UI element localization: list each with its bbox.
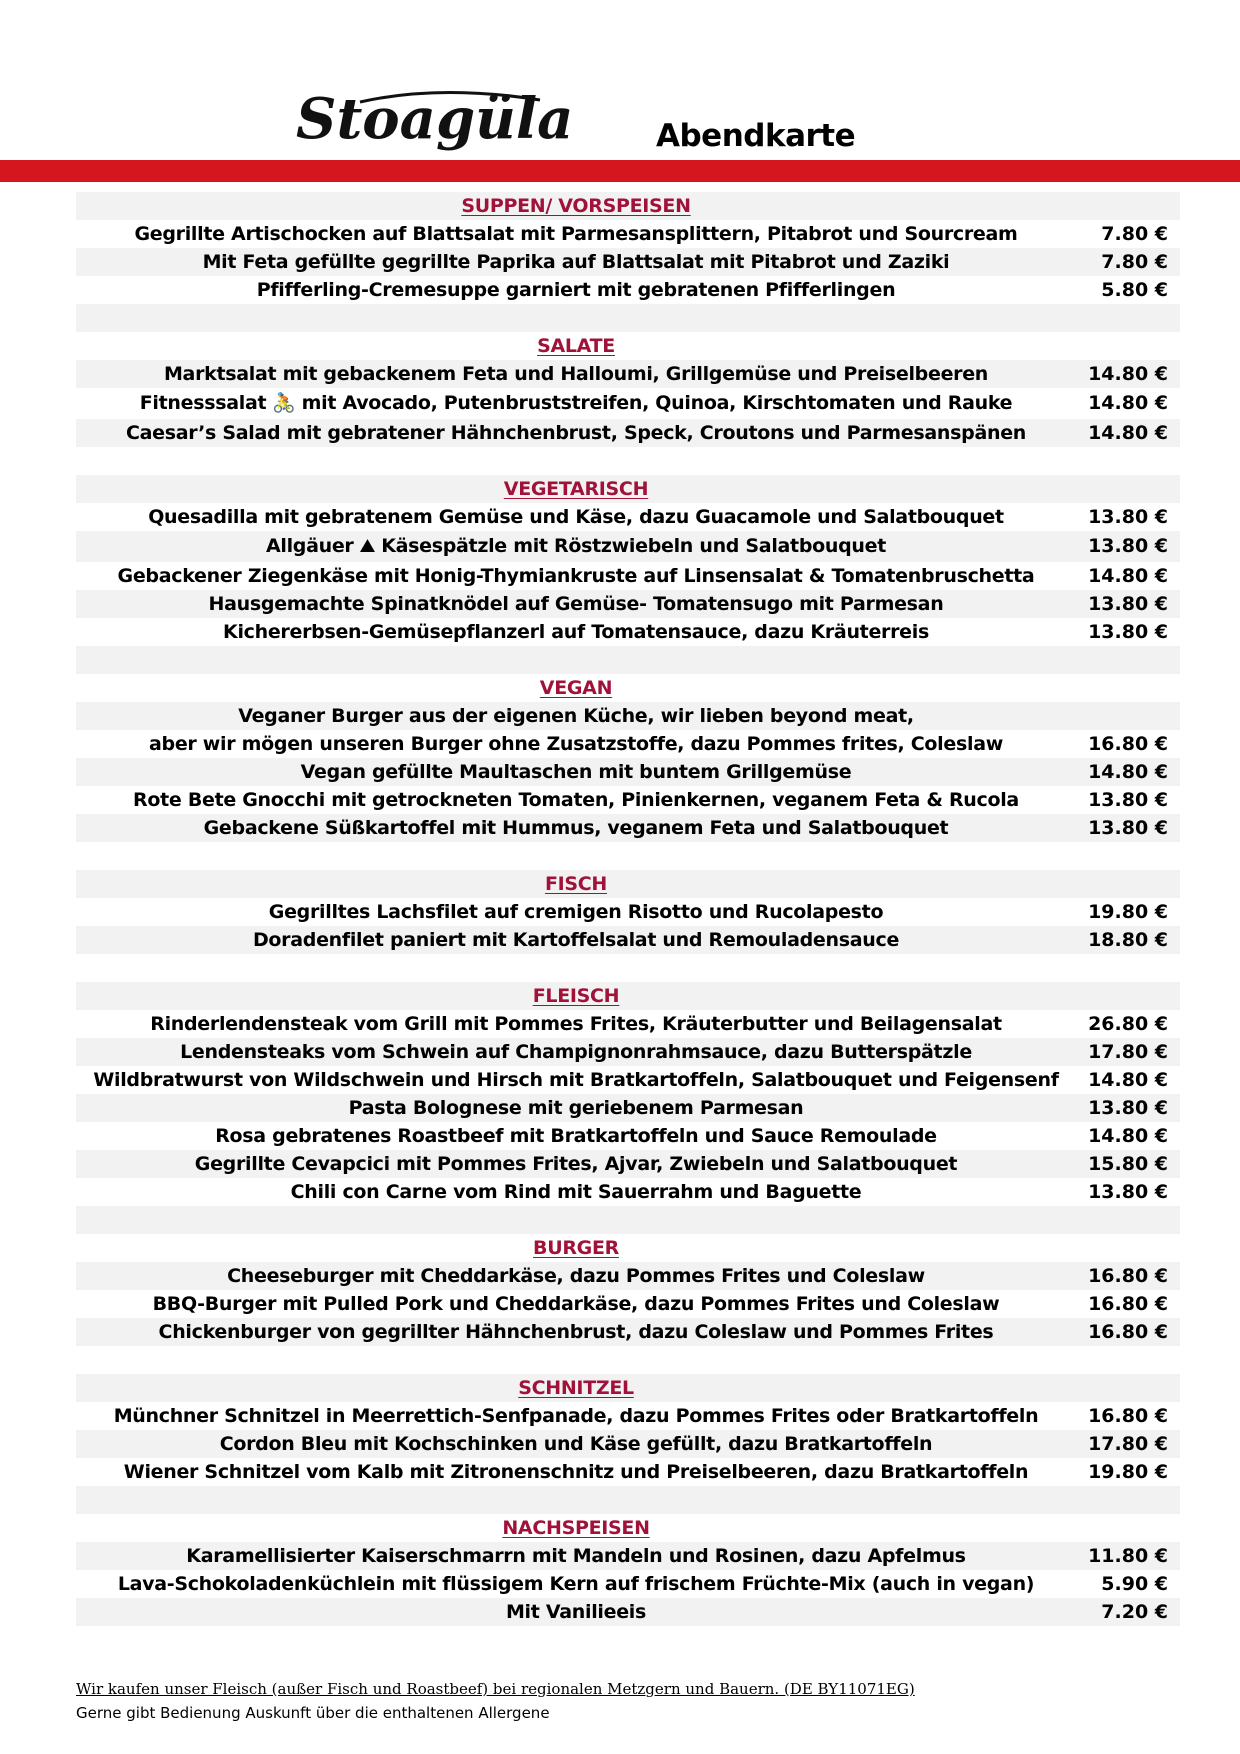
menu-item	[76, 1038, 1180, 1066]
menu-item	[76, 730, 1180, 758]
section-heading-text: FISCH	[544, 873, 608, 895]
cyclist-icon: 🚴	[272, 392, 296, 414]
menu-item-price: 14.80 €	[1088, 422, 1168, 444]
section-heading-text: SCHNITZEL	[518, 1377, 634, 1399]
menu-item	[76, 360, 1180, 388]
menu-item-price: 16.80 €	[1088, 1293, 1168, 1315]
menu-item-price: 16.80 €	[1088, 1405, 1168, 1427]
section-heading-text: SUPPEN/ VORSPEISEN	[461, 195, 691, 217]
menu-item	[76, 1318, 1180, 1346]
menu-item-price: 7.20 €	[1101, 1601, 1168, 1623]
menu-item-price: 14.80 €	[1088, 363, 1168, 385]
page-title: Abendkarte	[656, 118, 856, 154]
menu-item-price: 16.80 €	[1088, 1265, 1168, 1287]
menu-item-name: Marktsalat mit gebackenem Feta und Halloumi, Grillgemüse und Preiselbeeren	[163, 363, 989, 385]
menu-item	[76, 758, 1180, 786]
menu-item-name: Pfifferling-Cremesuppe garniert mit gebratenen Pfifferlingen	[256, 279, 896, 301]
menu-item-name: Pasta Bolognese mit geriebenem Parmesan	[348, 1097, 804, 1119]
menu-item-name: Cheeseburger mit Cheddarkäse, dazu Pommes Frites und Coleslaw	[227, 1265, 925, 1287]
menu-item	[76, 1066, 1180, 1094]
menu-item-name: Rosa gebratenes Roastbeef mit Bratkartoffeln und Sauce Remoulade	[215, 1125, 937, 1147]
menu-item	[76, 1150, 1180, 1178]
menu-item-name: Lendensteaks vom Schwein auf Champignonrahmsauce, dazu Butterspätzle	[180, 1041, 972, 1063]
menu-item-name: Hausgemachte Spinatknödel auf Gemüse- Tomatensugo mit Parmesan	[208, 593, 944, 615]
menu-item-name: Mit Feta gefüllte gegrillte Paprika auf Blattsalat mit Pitabrot und Zaziki	[202, 251, 950, 273]
menu-item-name	[76, 388, 1076, 419]
menu-item-price: 13.80 €	[1088, 506, 1168, 528]
footer-note: Wir kaufen unser Fleisch (außer Fisch und Roastbeef) bei regionalen Metzgern und Bauern. (DE BY11071EG)	[76, 1680, 915, 1698]
menu-item	[76, 503, 1180, 531]
menu-item-price: 16.80 €	[1088, 733, 1168, 755]
menu-item	[76, 1598, 1180, 1626]
section-heading	[76, 1234, 1180, 1262]
menu-item-price: 5.80 €	[1101, 279, 1168, 301]
menu-item-price: 17.80 €	[1088, 1433, 1168, 1455]
menu-list	[76, 192, 1180, 1626]
section-heading-text: FLEISCH	[532, 985, 620, 1007]
menu-item	[76, 1178, 1180, 1206]
section-heading-text: SALATE	[537, 335, 615, 357]
section-heading-text: NACHSPEISEN	[502, 1517, 650, 1539]
menu-item-name: aber wir mögen unseren Burger ohne Zusatzstoffe, dazu Pommes frites, Coleslaw	[149, 733, 1003, 755]
section-spacer	[76, 646, 1180, 674]
menu-item	[76, 702, 1180, 730]
menu-item-price: 18.80 €	[1088, 929, 1168, 951]
menu-item	[76, 1542, 1180, 1570]
menu-item	[76, 562, 1180, 590]
menu-item-name: Cordon Bleu mit Kochschinken und Käse gefüllt, dazu Bratkartoffeln	[219, 1433, 933, 1455]
menu-item	[76, 590, 1180, 618]
section-spacer	[76, 304, 1180, 332]
mountain-icon: ⛰	[359, 535, 376, 557]
section-spacer	[76, 447, 1180, 475]
menu-item-name-part: mit Avocado, Putenbruststreifen, Quinoa, Kirschtomaten und Rauke	[301, 392, 1013, 414]
menu-item-price: 11.80 €	[1088, 1545, 1168, 1567]
menu-item	[76, 1010, 1180, 1038]
menu-item-name: Mit Vanilieeis	[505, 1601, 647, 1623]
menu-item	[76, 1290, 1180, 1318]
section-heading	[76, 192, 1180, 220]
menu-item-name: Chickenburger von gegrillter Hähnchenbrust, dazu Coleslaw und Pommes Frites	[158, 1321, 994, 1343]
menu-item-name: Quesadilla mit gebratenem Gemüse und Käse, dazu Guacamole und Salatbouquet	[148, 506, 1004, 528]
section-heading	[76, 1374, 1180, 1402]
menu-item-name-part: Käsespätzle mit Röstzwiebeln und Salatbouquet	[381, 535, 887, 557]
menu-item-name: Gegrilltes Lachsfilet auf cremigen Risotto und Rucolapesto	[268, 901, 884, 923]
section-heading-text: VEGETARISCH	[503, 478, 649, 500]
menu-item	[76, 276, 1180, 304]
menu-item-name: Caesar’s Salad mit gebratener Hähnchenbrust, Speck, Croutons und Parmesanspänen	[125, 422, 1027, 444]
menu-item-name: Vegan gefüllte Maultaschen mit buntem Grillgemüse	[300, 761, 852, 783]
menu-item-price: 19.80 €	[1088, 901, 1168, 923]
menu-item-name: Gegrillte Cevapcici mit Pommes Frites, Ajvar, Zwiebeln und Salatbouquet	[194, 1153, 958, 1175]
section-spacer	[76, 954, 1180, 982]
menu-item	[76, 220, 1180, 248]
section-heading-text: BURGER	[533, 1237, 619, 1259]
menu-item-name: Karamellisierter Kaiserschmarrn mit Mandeln und Rosinen, dazu Apfelmus	[186, 1545, 966, 1567]
menu-item	[76, 1402, 1180, 1430]
section-heading	[76, 475, 1180, 503]
menu-item-price: 14.80 €	[1088, 1125, 1168, 1147]
menu-item	[76, 898, 1180, 926]
menu-item-price: 13.80 €	[1088, 817, 1168, 839]
section-heading	[76, 674, 1180, 702]
menu-item-price: 13.80 €	[1088, 1181, 1168, 1203]
menu-item-name: Chili con Carne vom Rind mit Sauerrahm und Baguette	[290, 1181, 862, 1203]
menu-item-price: 7.80 €	[1101, 251, 1168, 273]
menu-item-price: 5.90 €	[1101, 1573, 1168, 1595]
allergen-note: Gerne gibt Bedienung Auskunft über die enthaltenen Allergene	[76, 1704, 550, 1722]
menu-item	[76, 419, 1180, 447]
menu-item	[76, 248, 1180, 276]
menu-item-name: Veganer Burger aus der eigenen Küche, wir lieben beyond meat,	[238, 705, 914, 727]
header-bar	[0, 160, 1240, 182]
menu-item	[76, 814, 1180, 842]
menu-item	[76, 531, 1180, 562]
section-heading	[76, 982, 1180, 1010]
section-heading	[76, 332, 1180, 360]
menu-item-price: 13.80 €	[1088, 1097, 1168, 1119]
menu-item-price: 13.80 €	[1088, 593, 1168, 615]
menu-item-name-part: Allgäuer	[265, 535, 354, 557]
menu-item-price: 13.80 €	[1088, 621, 1168, 643]
section-heading	[76, 1514, 1180, 1542]
section-spacer	[76, 1346, 1180, 1374]
menu-item	[76, 1430, 1180, 1458]
menu-item-name: Kichererbsen-Gemüsepflanzerl auf Tomatensauce, dazu Kräuterreis	[223, 621, 929, 643]
menu-item-name: Gebackener Ziegenkäse mit Honig-Thymiankruste auf Linsensalat & Tomatenbruschetta	[117, 565, 1035, 587]
menu-item-price: 26.80 €	[1088, 1013, 1168, 1035]
menu-item-price: 17.80 €	[1088, 1041, 1168, 1063]
logo-text: Stoagüla	[296, 86, 574, 152]
menu-item	[76, 1458, 1180, 1486]
menu-item	[76, 1122, 1180, 1150]
menu-item-price: 14.80 €	[1088, 565, 1168, 587]
menu-item-name: Lava-Schokoladenküchlein mit flüssigem Kern auf frischem Früchte-Mix (auch in vegan)	[117, 1573, 1035, 1595]
menu-item-name: Münchner Schnitzel in Meerrettich-Senfpanade, dazu Pommes Frites oder Bratkartoffeln	[113, 1405, 1039, 1427]
menu-item	[76, 1262, 1180, 1290]
section-spacer	[76, 1206, 1180, 1234]
menu-item-name: Wiener Schnitzel vom Kalb mit Zitronenschnitz und Preiselbeeren, dazu Bratkartoffeln	[123, 1461, 1029, 1483]
menu-item-name	[76, 531, 1076, 562]
menu-item-name: Rote Bete Gnocchi mit getrockneten Tomaten, Pinienkernen, veganem Feta & Rucola	[133, 789, 1019, 811]
logo	[290, 78, 580, 168]
menu-item-price: 7.80 €	[1101, 223, 1168, 245]
menu-item-name: Wildbratwurst von Wildschwein und Hirsch mit Bratkartoffeln, Salatbouquet und Feigensenf	[93, 1069, 1059, 1091]
menu-item	[76, 1094, 1180, 1122]
section-heading	[76, 870, 1180, 898]
section-spacer	[76, 842, 1180, 870]
menu-item-price: 19.80 €	[1088, 1461, 1168, 1483]
menu-item	[76, 388, 1180, 419]
menu-item	[76, 618, 1180, 646]
section-heading-text: VEGAN	[539, 677, 613, 699]
menu-item-name: BBQ-Burger mit Pulled Pork und Cheddarkäse, dazu Pommes Frites und Coleslaw	[152, 1293, 1000, 1315]
menu-item-price: 16.80 €	[1088, 1321, 1168, 1343]
menu-item	[76, 926, 1180, 954]
menu-item-price: 13.80 €	[1088, 789, 1168, 811]
menu-item-name: Rinderlendensteak vom Grill mit Pommes Frites, Kräuterbutter und Beilagensalat	[150, 1013, 1002, 1035]
menu-item-price: 13.80 €	[1088, 535, 1168, 557]
menu-item-name: Gegrillte Artischocken auf Blattsalat mit Parmesansplittern, Pitabrot und Sourcream	[134, 223, 1018, 245]
menu-item-name: Doradenfilet paniert mit Kartoffelsalat und Remouladensauce	[252, 929, 900, 951]
menu-item	[76, 786, 1180, 814]
menu-item-name-part: Fitnesssalat	[139, 392, 267, 414]
menu-item-price: 14.80 €	[1088, 392, 1168, 414]
menu-item-price: 14.80 €	[1088, 761, 1168, 783]
menu-item-name: Gebackene Süßkartoffel mit Hummus, veganem Feta und Salatbouquet	[203, 817, 949, 839]
section-spacer	[76, 1486, 1180, 1514]
menu-item-price: 15.80 €	[1088, 1153, 1168, 1175]
menu-item-price: 14.80 €	[1088, 1069, 1168, 1091]
menu-item	[76, 1570, 1180, 1598]
